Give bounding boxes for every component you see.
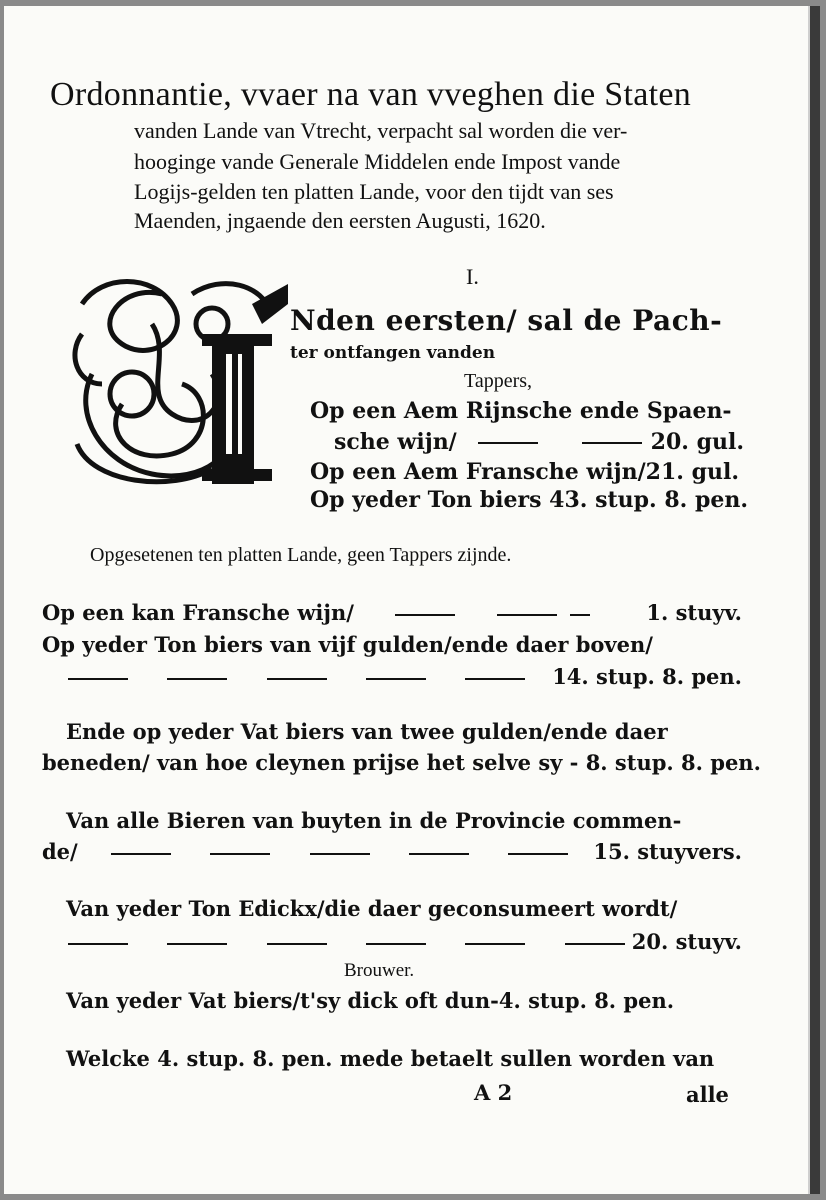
brouwer-line-1: Van yeder Vat biers/t'sy dick oft dun-4. stup. 8. pen. bbox=[66, 988, 675, 1013]
tappers-label: Tappers, bbox=[464, 370, 533, 392]
heading-line-3: hooginge vande Generale Middelen ende Impost vande bbox=[134, 149, 621, 174]
opg-line-1-value: 1. stuyv. bbox=[646, 600, 742, 625]
brouwer-line-2: Welcke 4. stup. 8. pen. mede betaelt sullen worden van bbox=[66, 1046, 715, 1071]
dash-rule bbox=[210, 853, 270, 855]
catchword: alle bbox=[686, 1082, 729, 1107]
dash-rule bbox=[395, 614, 455, 616]
dash-rule bbox=[478, 442, 538, 444]
opgesetenen-heading: Opgesetenen ten platten Lande, geen Tappers zijnde. bbox=[90, 544, 512, 566]
dash-rule bbox=[570, 614, 590, 616]
dash-rule bbox=[167, 943, 227, 945]
opg-line-7 bbox=[42, 839, 742, 864]
dash-rule bbox=[366, 678, 426, 680]
article-line-6: Op yeder Ton biers 43. stup. 8. pen. bbox=[310, 487, 749, 513]
opg-line-1-text: Op een kan Fransche wijn/ bbox=[42, 600, 354, 625]
opg-line-1 bbox=[42, 600, 742, 625]
dash-rule bbox=[582, 442, 642, 444]
dash-rule bbox=[465, 678, 525, 680]
opg-line-6: Van alle Bieren van buyten in de Provincie commen- bbox=[66, 808, 682, 833]
opg-line-3-value: 14. stup. 8. pen. bbox=[552, 664, 742, 689]
dash-rule bbox=[68, 678, 128, 680]
dash-rule bbox=[267, 678, 327, 680]
dash-rule bbox=[310, 853, 370, 855]
dash-rule bbox=[508, 853, 568, 855]
dash-rule bbox=[68, 943, 128, 945]
opg-line-7-text: de/ bbox=[42, 839, 78, 864]
dash-rule bbox=[497, 614, 557, 616]
article-line-4-text: sche wijn/ bbox=[334, 429, 457, 455]
opg-line-8: Van yeder Ton Edickx/die daer geconsumeert wordt/ bbox=[66, 896, 678, 921]
dash-rule bbox=[366, 943, 426, 945]
signature-mark: A 2 bbox=[474, 1080, 513, 1105]
decorated-initial-i-icon bbox=[62, 264, 288, 494]
opg-line-7-value: 15. stuyvers. bbox=[593, 839, 742, 864]
article-line-3: Op een Aem Rijnsche ende Spaen- bbox=[310, 398, 732, 424]
opg-line-9-value: 20. stuyv. bbox=[631, 929, 742, 954]
opg-line-9 bbox=[42, 929, 742, 954]
opg-line-4: Ende op yeder Vat biers van twee gulden/ende daer bbox=[66, 719, 668, 744]
opg-line-5: beneden/ van hoe cleynen prijse het selve sy - 8. stup. 8. pen. bbox=[42, 750, 761, 775]
heading-line-1: Ordonnantie, vvaer na van vveghen die Staten bbox=[50, 76, 692, 113]
heading-line-4: Logijs-gelden ten platten Lande, voor den tijdt van ses bbox=[134, 179, 614, 204]
article-line-4-value: 20. gul. bbox=[650, 429, 744, 455]
article-line-1: Nden eersten/ sal de Pach- bbox=[290, 304, 723, 337]
section-number: I. bbox=[466, 264, 479, 289]
heading-line-5: Maenden, jngaende den eersten Augusti, 1620. bbox=[134, 208, 546, 233]
dash-rule bbox=[267, 943, 327, 945]
opg-line-2: Op yeder Ton biers van vijf gulden/ende daer boven/ bbox=[42, 632, 653, 657]
dash-rule bbox=[409, 853, 469, 855]
article-line-2: ter ontfangen vanden bbox=[290, 343, 496, 363]
document-page bbox=[4, 6, 820, 1194]
opg-line-3 bbox=[42, 664, 742, 689]
article-line-4 bbox=[334, 429, 744, 455]
dash-rule bbox=[167, 678, 227, 680]
dash-rule bbox=[111, 853, 171, 855]
brouwer-heading: Brouwer. bbox=[344, 960, 415, 981]
article-line-5: Op een Aem Fransche wijn/21. gul. bbox=[310, 459, 739, 485]
heading-line-2: vanden Lande van Vtrecht, verpacht sal worden die ver- bbox=[134, 118, 628, 143]
dash-rule bbox=[465, 943, 525, 945]
dash-rule bbox=[565, 943, 625, 945]
